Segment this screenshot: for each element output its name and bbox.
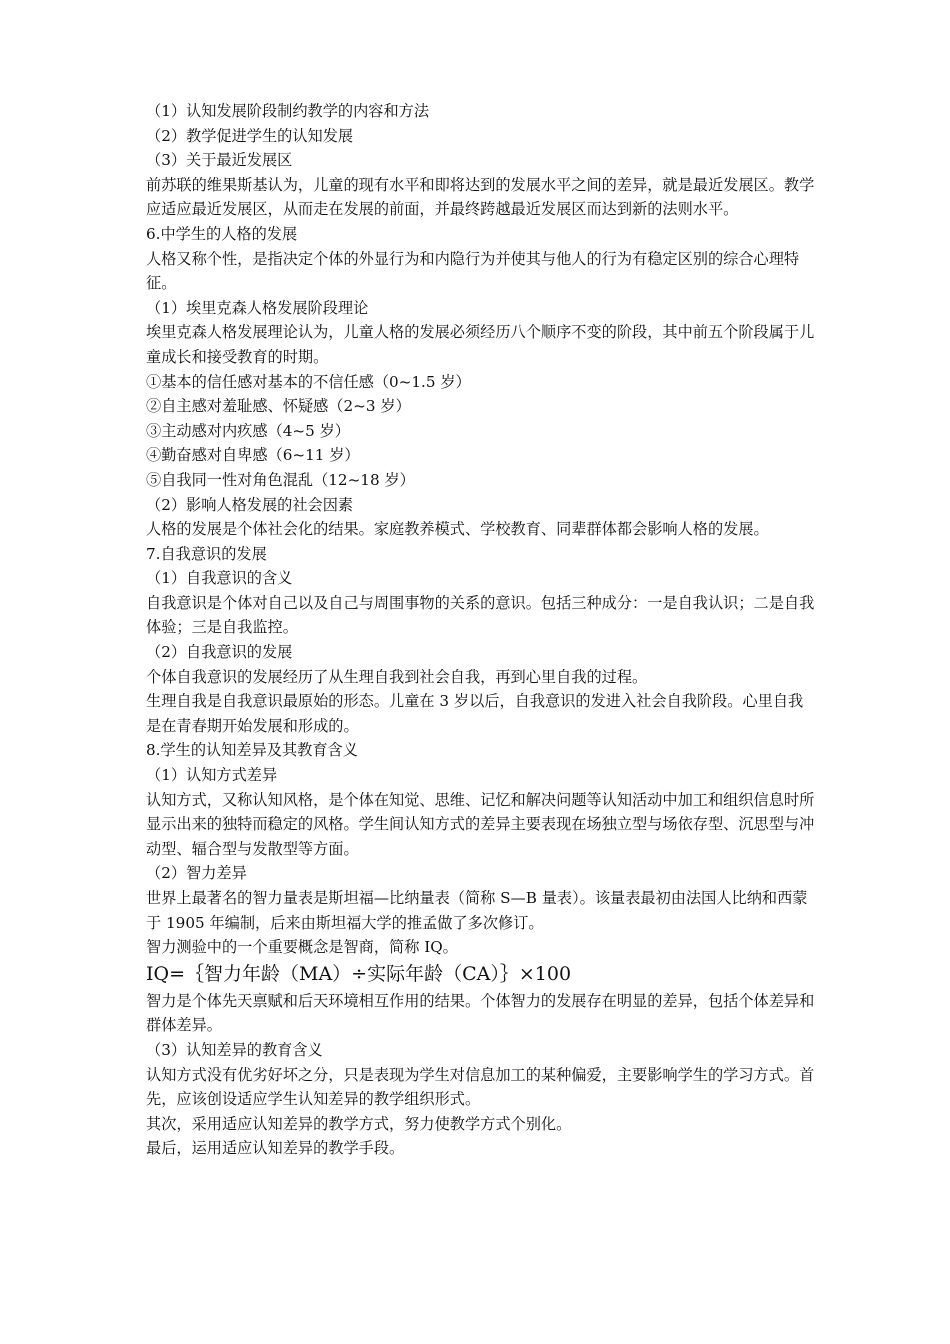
list-item: ⑤自我同一性对角色混乱（12~18 岁） bbox=[146, 470, 415, 489]
paragraph: 个体自我意识的发展经历了从生理自我到社会自我，再到心里自我的过程。 bbox=[146, 667, 648, 686]
subheading: （1）认知发展阶段制约教学的内容和方法 bbox=[146, 102, 430, 120]
subheading: （2）智力差异 bbox=[146, 864, 247, 883]
paragraph: 其次，采用适应认知差异的教学方式，努力使教学方式个别化。 bbox=[146, 1114, 572, 1133]
paragraph: 世界上最著名的智力量表是斯坦福—比纳量表（简称 S—B 量表）。该量表最初由法国人比纳和西蒙于 1905 年编制，后来由斯坦福大学的推孟做了多次修订。 bbox=[146, 889, 808, 932]
subheading: （1）自我意识的含义 bbox=[146, 569, 293, 588]
list-item: ②自主感对羞耻感、怀疑感（2~3 岁） bbox=[146, 397, 411, 416]
subheading: （1）埃里克森人格发展阶段理论 bbox=[146, 298, 369, 317]
subheading: （1）认知方式差异 bbox=[146, 766, 278, 785]
paragraph: 生理自我是自我意识最原始的形态。儿童在 3 岁以后，自我意识的发进入社会自我阶段。心里自我是在青春期开始发展和形成的。 bbox=[146, 692, 804, 735]
subheading: （2）教学促进学生的认知发展 bbox=[146, 126, 354, 145]
subheading: （2）自我意识的发展 bbox=[146, 643, 293, 662]
subheading: （2）影响人格发展的社会因素 bbox=[146, 495, 354, 514]
paragraph: 人格又称个性，是指决定个体的外显行为和内隐行为并使其与他人的行为有稳定区别的综合心理特征。 bbox=[146, 249, 800, 293]
paragraph: 智力是个体先天禀赋和后天环境相互作用的结果。个体智力的发展存在明显的差异，包括个体差异和群体差异。 bbox=[146, 991, 815, 1035]
paragraph: 认知方式，又称认知风格，是个体在知觉、思维、记忆和解决问题等认知活动中加工和组织信息时所显示出来的独特而稳定的风格。学生间认知方式的差异主要表现在场独立型与场依存型、沉思型与冲动型、辐合型与发散型等方面。 bbox=[146, 790, 815, 858]
section-heading: 6.中学生的人格的发展 bbox=[146, 224, 298, 243]
list-item: ④勤奋感对自卑感（6~11 岁） bbox=[146, 446, 360, 465]
paragraph: 最后，运用适应认知差异的教学手段。 bbox=[146, 1139, 405, 1158]
subheading: （3）关于最近发展区 bbox=[146, 151, 293, 170]
section-heading: 8.学生的认知差异及其教育含义 bbox=[146, 741, 358, 760]
paragraph: 人格的发展是个体社会化的结果。家庭教养模式、学校教育、同辈群体都会影响人格的发展。 bbox=[146, 520, 769, 539]
section-heading: 7.自我意识的发展 bbox=[146, 544, 267, 563]
paragraph: 认知方式没有优劣好坏之分，只是表现为学生对信息加工的某种偏爱，主要影响学生的学习方式。首先，应该创设适应学生认知差异的教学组织形式。 bbox=[146, 1065, 815, 1109]
document-body bbox=[146, 99, 818, 1161]
paragraph: 前苏联的维果斯基认为，儿童的现有水平和即将达到的发展水平之间的差异，就是最近发展区。教学应适应最近发展区，从而走在发展的前面，并最终跨越最近发展区而达到新的法则水平。 bbox=[146, 175, 815, 219]
subheading: （3）认知差异的教育含义 bbox=[146, 1040, 323, 1059]
list-item: ③主动感对内疚感（4~5 岁） bbox=[146, 421, 350, 440]
iq-formula: IQ=｛智力年龄（MA）÷实际年龄（CA）｝×100 bbox=[146, 962, 572, 985]
list-item: ①基本的信任感对基本的不信任感（0~1.5 岁） bbox=[146, 372, 471, 391]
paragraph: 智力测验中的一个重要概念是智商，简称 IQ。 bbox=[146, 938, 458, 957]
paragraph: 埃里克森人格发展理论认为，儿童人格的发展必须经历八个顺序不变的阶段，其中前五个阶段属于儿童成长和接受教育的时期。 bbox=[146, 323, 815, 366]
paragraph: 自我意识是个体对自己以及自己与周围事物的关系的意识。包括三种成分：一是自我认识；二是自我体验；三是自我监控。 bbox=[146, 593, 815, 637]
